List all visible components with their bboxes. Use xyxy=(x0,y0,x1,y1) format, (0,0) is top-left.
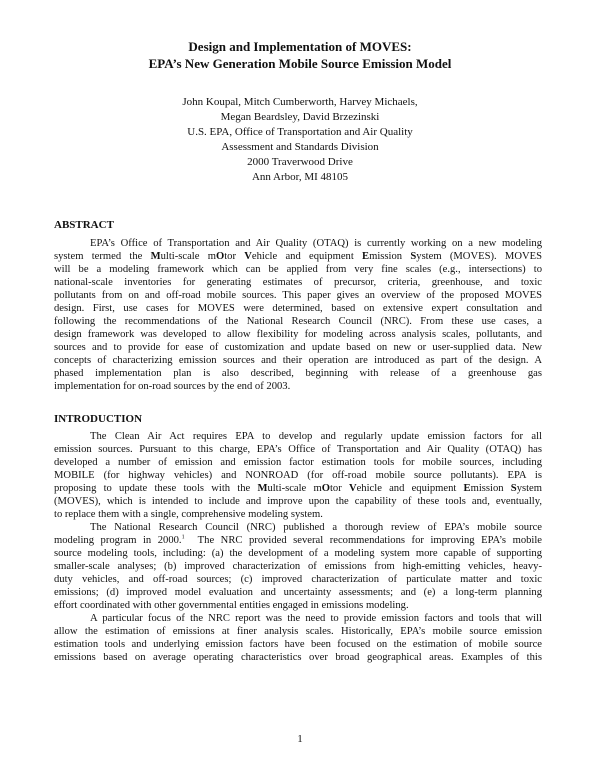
abstract-line: national-scale inventories for generating estimates of precursor, criteria, greenhouse, and toxic xyxy=(54,277,542,288)
abstract-line: design framework was developed to allow flexibility for modeling across analysis scales, pollutants, and xyxy=(54,329,542,340)
intro-line: (MOVES), which is intended to include and improve upon the capability of these tools and, eventually, xyxy=(54,496,542,507)
abstract-heading: ABSTRACT xyxy=(54,219,114,231)
intro-line: The Clean Air Act requires EPA to develop and regularly update emission factors for all xyxy=(90,431,542,442)
abstract-line: following the recommendations of the National Research Council (NRC). From these use cases, a xyxy=(54,316,542,327)
intro-line: source modeling tools, including: (a) the development of a modeling system more capable of supporting xyxy=(54,548,542,559)
intro-line: smaller-scale analyses; (b) improved characterization of emissions from high-emitting vehicles, heavy- xyxy=(54,561,542,572)
abstract-line: system termed the Multi-scale mOtor Vehicle and equipment Emission System (MOVES). MOVES xyxy=(54,251,542,262)
intro-line: The National Research Council (NRC) published a thorough review of EPA’s mobile source xyxy=(90,522,542,533)
intro-line-with-footnote xyxy=(54,535,542,548)
intro-line: to replace them with a single, comprehensive modeling system. xyxy=(54,509,323,520)
intro-line-segment: The NRC provided several recommendations for improving EPA’s mobile xyxy=(197,535,543,546)
page-number: 1 xyxy=(297,733,303,745)
intro-line: MOBILE (for highway vehicles) and NONROAD (for off-road mobile source pollutants). EPA is xyxy=(54,470,542,481)
author-line: Megan Beardsley, David Brzezinski xyxy=(220,111,380,123)
intro-line: allow the estimation of emissions at finer analysis scales. Historically, EPA’s mobile source emission xyxy=(54,626,542,637)
intro-line: effort coordinated with other governmental entities engaged in emissions modeling. xyxy=(54,600,409,611)
abstract-line: EPA’s Office of Transportation and Air Quality (OTAQ) is currently working on a new modeling xyxy=(90,238,542,249)
paper-title-line-2: EPA’s New Generation Mobile Source Emission Model xyxy=(148,56,452,71)
intro-line: duty vehicles, and off-road sources; (c) improved characterization of particulate matter and toxic xyxy=(54,574,542,585)
introduction-heading: INTRODUCTION xyxy=(54,413,143,425)
address-line: Ann Arbor, MI 48105 xyxy=(251,171,349,183)
abstract-line: implementation for on-road sources by the end of 2003. xyxy=(54,381,291,392)
abstract-line: pollutants from on and off-road mobile sources. This paper gives an overview of the proposed MOVES xyxy=(54,290,542,301)
abstract-line: concepts of characterizing emission sources and their operation are introduced as part of the design. A xyxy=(54,355,542,366)
paper-title-line-1: Design and Implementation of MOVES: xyxy=(188,39,412,54)
intro-line: A particular focus of the NRC report was the need to provide emission factors and tools that will xyxy=(90,613,542,624)
intro-line: proposing to update these tools with the Multi-scale mOtor Vehicle and equipment Emission System xyxy=(54,483,542,494)
intro-line-segment: modeling program in 2000. xyxy=(54,535,182,546)
author-line: John Koupal, Mitch Cumberworth, Harvey Michaels, xyxy=(182,96,418,108)
abstract-line: sources and to provide for ease of customization and update based on new or user-supplied data. New xyxy=(54,342,542,353)
intro-line: emissions; (d) improved model evaluation and uncertainty assessments; and (e) a long-term planning xyxy=(54,587,542,598)
abstract-line: design. First, use cases for MOVES were determined, based on extensive expert consultation and xyxy=(54,303,542,314)
footnote-reference[interactable]: 1 xyxy=(181,534,185,541)
abstract-line: phased implementation plan is also described, beginning with release of a greenhouse gas xyxy=(54,368,542,379)
author-block xyxy=(0,95,600,185)
intro-line: emissions based on average operating characteristics over broad geographical areas. Examples of this xyxy=(54,652,542,663)
affiliation-line: Assessment and Standards Division xyxy=(221,141,379,153)
intro-line: estimation tools and underlying emission factors have been focused on the estimation of mobile source xyxy=(54,639,542,650)
intro-line: developed a number of emission and emission factor estimation tools for mobile sources, including xyxy=(54,457,542,468)
intro-line: emission sources. Pursuant to this charge, EPA’s Office of Transportation and Air Quality (OTAQ) has xyxy=(54,444,542,455)
affiliation-line: U.S. EPA, Office of Transportation and Air Quality xyxy=(187,126,413,138)
abstract-line: will be a modeling framework which can be applied from very fine scales (e.g., intersections) to xyxy=(54,264,542,275)
address-line: 2000 Traverwood Drive xyxy=(247,156,353,168)
